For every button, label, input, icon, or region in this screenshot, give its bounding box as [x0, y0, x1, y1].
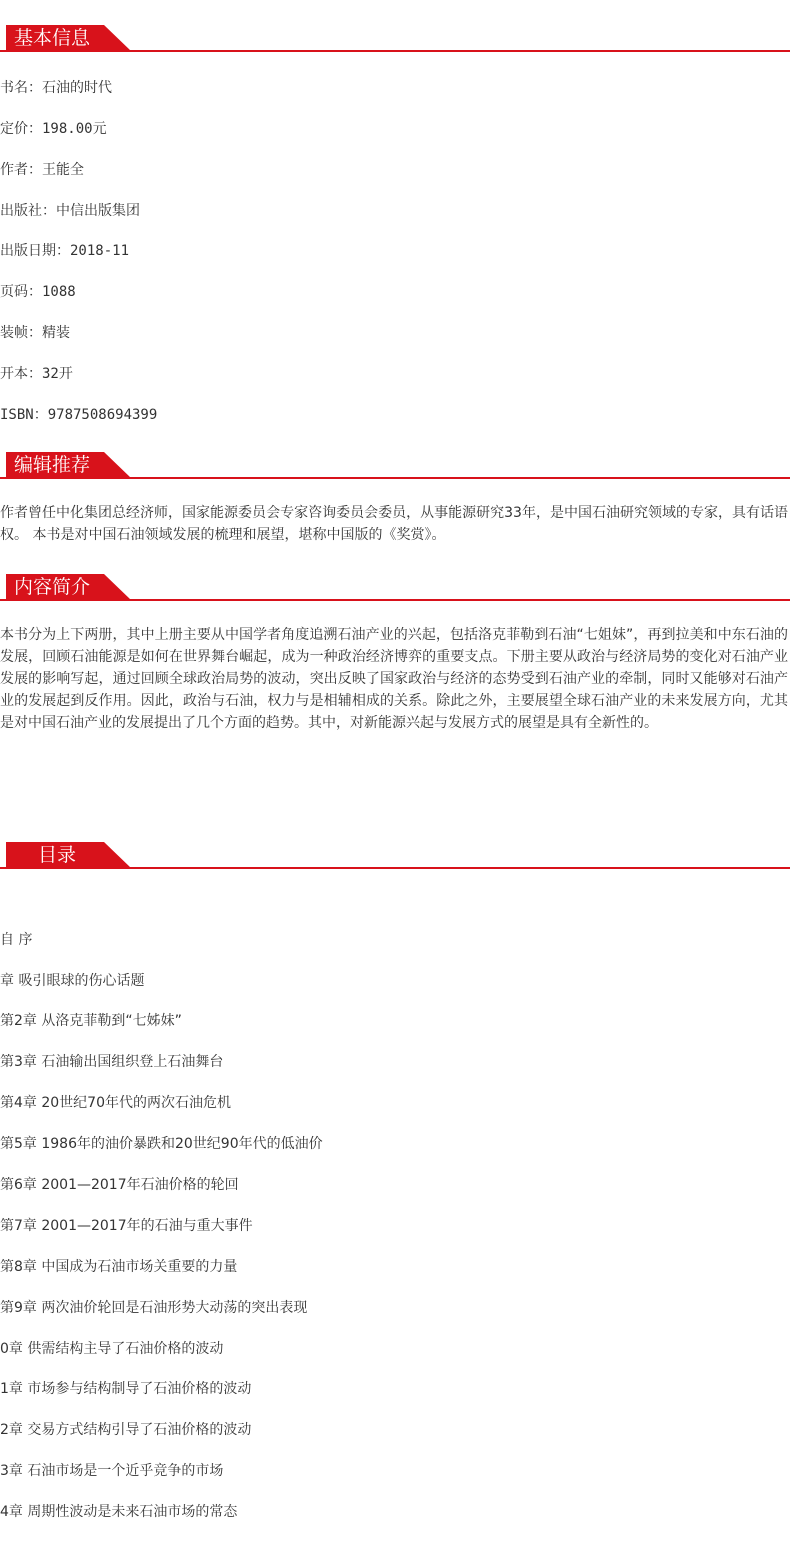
isbn-field: ISBN：9787508694399: [0, 407, 158, 423]
toc-item: 第5章 1986年的油价暴跌和20世纪90年代的低油价: [0, 1136, 323, 1152]
toc-item: 3章 石油市场是一个近乎竞争的市场: [0, 1463, 224, 1479]
toc-item: 第6章 2001—2017年石油价格的轮回: [0, 1177, 239, 1193]
section-title: 内容简介: [14, 576, 91, 598]
editor-recommend-text: 作者曾任中化集团总经济师，国家能源委员会专家咨询委员会委员，从事能源研究33年，是中国石油研究领域的专家，具有话语权。 本书是对中国石油领域发展的梳理和展望，堪称中国版的《奖赏》。: [0, 505, 788, 543]
header-divider: [0, 477, 790, 479]
section-header-content-intro: [0, 571, 790, 601]
toc-item: 1章 市场参与结构制导了石油价格的波动: [0, 1381, 252, 1397]
toc-item: 第4章 20世纪70年代的两次石油危机: [0, 1095, 231, 1111]
header-divider: [0, 50, 790, 52]
publish-date-field: 出版日期：2018-11: [0, 243, 130, 259]
toc-item: 第2章 从洛克菲勒到“七姊妹”: [0, 1013, 182, 1029]
content-intro-text: 本书分为上下两册，其中上册主要从中国学者角度追溯石油产业的兴起，包括洛克菲勒到石油“七姐妹”，再到拉美和中东石油的发展，回顾石油能源是如何在世界舞台崛起，成为一种政治经济博弈的重要支点。下册主要从政治与经济局势的变化对石油产业发展的影响写起，通过回顾全球政治局势的波动，突出反映了国家政治与经济的态势受到石油产业的牵制，同时又能够对石油产业的发展起到反作用。因此，政治与石油，权力与是相辅相成的关系。除此之外，主要展望全球石油产业的未来发展方向，尤其是对中国石油产业的发展提出了几个方面的趋势。其中，对新能源兴起与发展方式的展望是具有全新性的。: [0, 627, 788, 731]
toc-item: 自 序: [0, 932, 33, 948]
toc-item: 第9章 两次油价轮回是石油形势大动荡的突出表现: [0, 1300, 308, 1316]
book-title-field: 书名：石油的时代: [0, 80, 112, 96]
header-divider: [0, 867, 790, 869]
toc-item: 章 吸引眼球的伤心话题: [0, 973, 145, 989]
section-header-basic-info: [0, 22, 790, 52]
publisher-field: 出版社：中信出版集团: [0, 203, 140, 219]
section-title: 基本信息: [14, 27, 91, 49]
section-title: 编辑推荐: [14, 454, 91, 476]
header-divider: [0, 599, 790, 601]
toc-item: 第8章 中国成为石油市场关重要的力量: [0, 1259, 238, 1275]
format-field: 开本：32开: [0, 366, 73, 382]
toc-item: 第3章 石油输出国组织登上石油舞台: [0, 1054, 224, 1070]
section-title: 目录: [38, 844, 77, 866]
toc-item: 4章 周期性波动是未来石油市场的常态: [0, 1504, 238, 1520]
toc-item: 0章 供需结构主导了石油价格的波动: [0, 1341, 224, 1357]
binding-field: 装帧：精装: [0, 325, 70, 341]
section-header-editor-recommend: [0, 449, 790, 479]
price-field: 定价：198.00元: [0, 121, 107, 137]
toc-item: 第7章 2001—2017年的石油与重大事件: [0, 1218, 253, 1234]
pages-field: 页码：1088: [0, 284, 76, 300]
toc-item: 2章 交易方式结构引导了石油价格的波动: [0, 1422, 252, 1438]
section-header-toc: [0, 839, 790, 869]
author-field: 作者：王能全: [0, 162, 84, 178]
